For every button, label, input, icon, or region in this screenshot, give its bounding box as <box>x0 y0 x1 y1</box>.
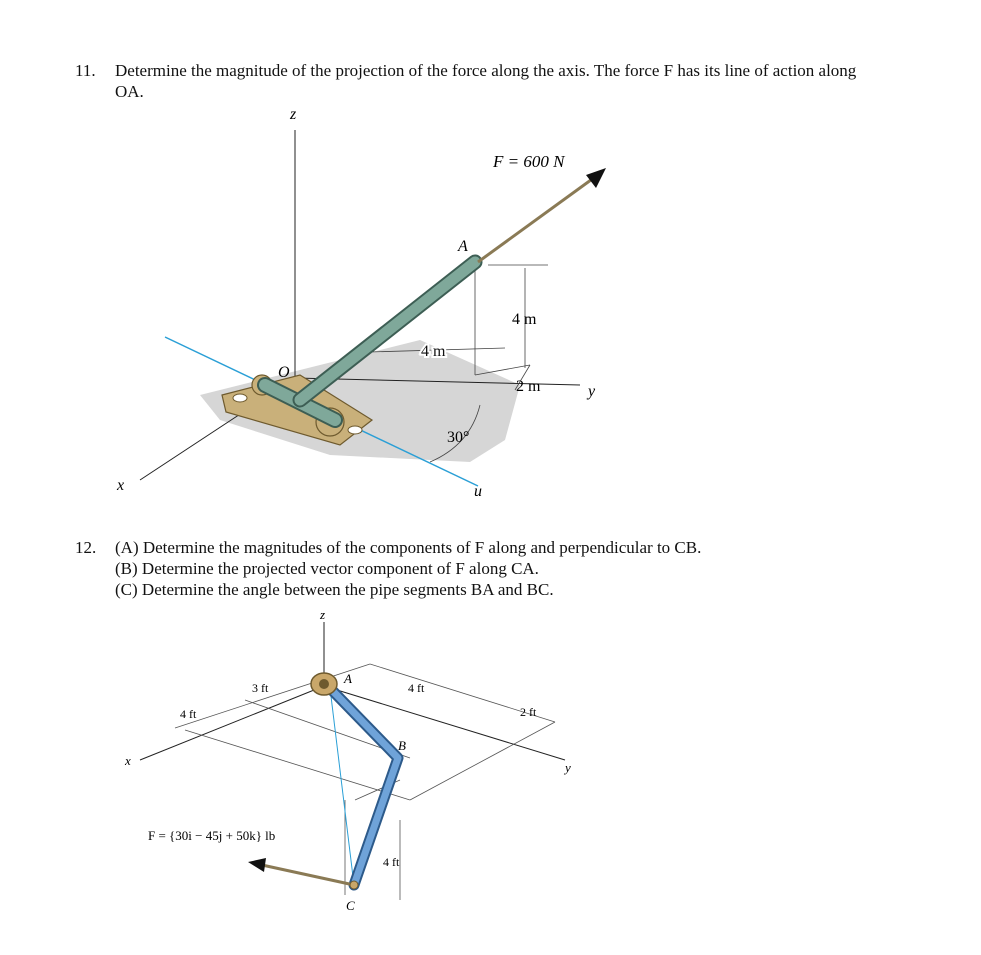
label-z: z <box>320 607 326 622</box>
dim-4m-horizontal: 4 m <box>421 343 446 360</box>
label-C: C <box>346 898 355 913</box>
question-12-part-c: (C) Determine the angle between the pipe segments BA and BC. <box>115 580 554 599</box>
dim-4ft-top: 4 ft <box>408 681 425 695</box>
dim-4ft-vertical: 4 ft <box>383 855 400 869</box>
guide-line <box>410 722 555 800</box>
question-11-number: 11. <box>75 61 96 80</box>
question-11-line1: Determine the magnitude of the projection of the force along the axis. The force F has its line of action along <box>115 61 857 80</box>
dim-2ft: 2 ft <box>520 705 537 719</box>
end-C <box>350 881 358 889</box>
question-11-line2: OA. <box>115 82 144 101</box>
label-A: A <box>344 671 352 686</box>
question-12-part-a: (A) Determine the magnitudes of the components of F along and perpendicular to CB. <box>115 538 702 557</box>
dim-4m-vertical: 4 m <box>512 311 537 328</box>
label-z: z <box>290 106 297 123</box>
label-B: B <box>398 738 406 753</box>
question-12-number: 12. <box>75 538 97 557</box>
force-cable <box>262 865 354 885</box>
label-y: y <box>588 383 596 400</box>
support-A-hole <box>319 679 329 689</box>
angle-30: 30° <box>447 429 470 446</box>
dim-4ft-left: 4 ft <box>180 707 197 721</box>
label-x: x <box>117 477 125 494</box>
line-CA <box>330 688 354 885</box>
force-arrowhead <box>248 858 266 872</box>
label-x: x <box>125 753 131 768</box>
dim-2m: 2 m <box>516 378 541 395</box>
question-12-part-b: (B) Determine the projected vector component of F along CA. <box>115 559 539 578</box>
label-A: A <box>458 238 468 255</box>
force-label: F = 600 N <box>493 152 565 171</box>
x-axis-line <box>140 686 324 760</box>
dim-3ft: 3 ft <box>252 681 269 695</box>
label-O: O <box>278 364 290 381</box>
label-y: y <box>565 760 571 775</box>
label-u: u <box>474 483 482 500</box>
force-label: F = {30i − 45j + 50k} lb <box>148 828 276 843</box>
